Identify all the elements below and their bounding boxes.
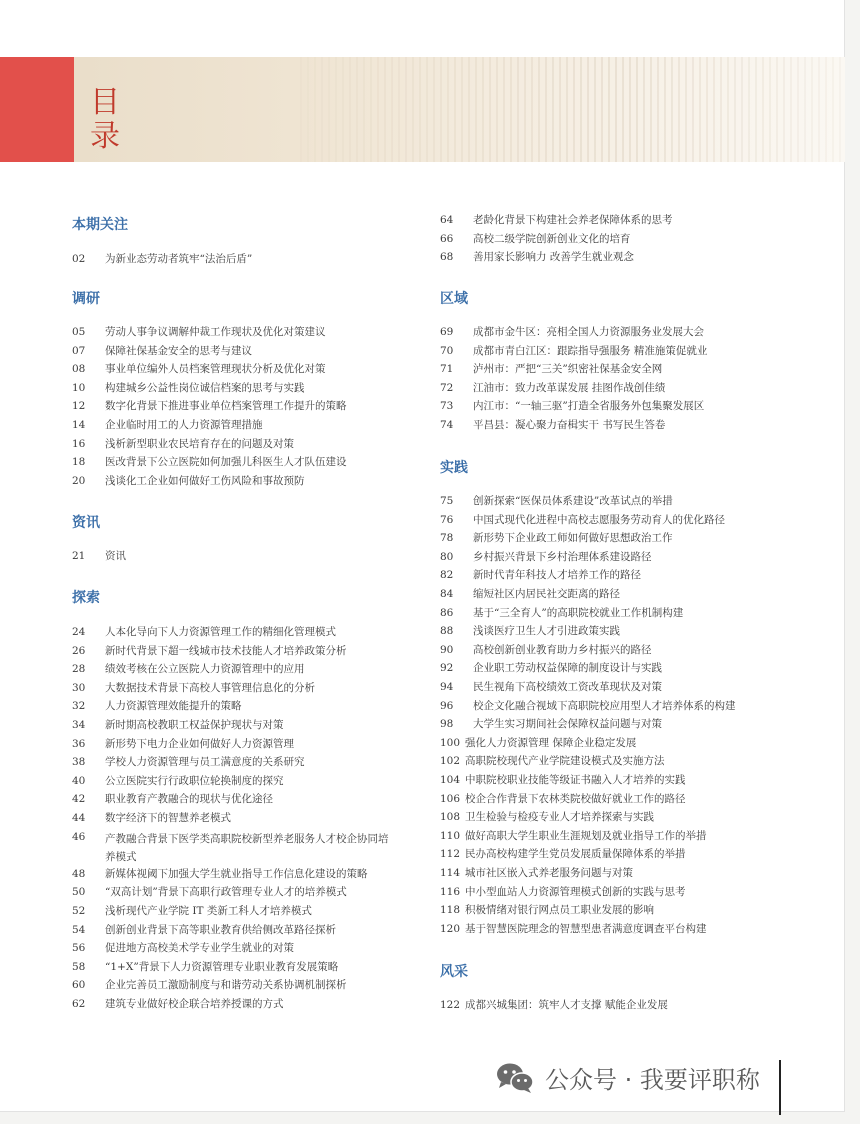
toc-entry[interactable] bbox=[72, 362, 326, 376]
toc-entry[interactable] bbox=[72, 325, 326, 339]
watermark-text: 公众号 · 我要评职称 bbox=[545, 1066, 760, 1094]
toc-entry[interactable] bbox=[72, 418, 263, 432]
toc-entry[interactable] bbox=[440, 903, 654, 917]
toc-entry[interactable] bbox=[440, 587, 620, 601]
toc-page-number: 94 bbox=[440, 681, 454, 693]
toc-entry[interactable] bbox=[440, 792, 686, 806]
toc-entry-title: 浅谈化工企业如何做好工伤风险和事故预防 bbox=[105, 474, 305, 487]
toc-entry-title: “双高计划”背景下高职行政管理专业人才的培养模式 bbox=[105, 886, 347, 899]
toc-entry[interactable] bbox=[440, 829, 707, 843]
toc-entry-title: 创新创业背景下高等职业教育供给侧改革路径探析 bbox=[105, 923, 336, 936]
toc-page-number: 48 bbox=[72, 867, 86, 880]
toc-entry-title: 保障社保基金安全的思考与建议 bbox=[105, 344, 252, 357]
section-heading: 本期关注 bbox=[72, 217, 128, 233]
toc-entry-title: 成都市青白江区：跟踪指导强服务 精准施策促就业 bbox=[473, 344, 708, 357]
toc-page-number: 110 bbox=[440, 829, 461, 842]
toc-entry-title: “1+X”背景下人力资源管理专业职业教育发展策略 bbox=[105, 960, 339, 973]
toc-entry[interactable] bbox=[440, 680, 662, 694]
toc-entry-title: 城市社区嵌入式养老服务问题与对策 bbox=[465, 867, 633, 879]
toc-page-number: 76 bbox=[440, 513, 454, 526]
toc-entry-title: 基于智慧医院理念的智慧型患者满意度调查平台构建 bbox=[465, 922, 707, 935]
toc-page-number: 112 bbox=[440, 848, 461, 861]
toc-entry[interactable] bbox=[440, 344, 707, 358]
toc-entry-title: 建筑专业做好校企联合培养授课的方式 bbox=[105, 998, 284, 1010]
toc-entry-title: 内江市：“一轴三驱”打造全省服务外包集聚发展区 bbox=[473, 400, 705, 413]
toc-entry[interactable] bbox=[440, 568, 641, 582]
toc-entry[interactable] bbox=[72, 344, 252, 358]
toc-page-number: 60 bbox=[72, 979, 86, 992]
toc-page-number: 116 bbox=[440, 885, 461, 898]
toc-entry-title: 事业单位编外人员档案管理现状分析及优化对策 bbox=[105, 363, 326, 376]
toc-entry[interactable] bbox=[440, 717, 662, 731]
toc-entry[interactable] bbox=[72, 885, 347, 899]
section-heading: 实践 bbox=[440, 460, 468, 476]
toc-page-number: 86 bbox=[440, 606, 454, 619]
toc-entry[interactable] bbox=[72, 681, 315, 695]
toc-page-number: 28 bbox=[72, 663, 86, 676]
toc-page-number: 44 bbox=[72, 812, 86, 824]
toc-entry-title: 职业教育产教融合的现状与优化途径 bbox=[105, 793, 273, 806]
toc-entry-title: 中国式现代化进程中高校志愿服务劳动育人的优化路径 bbox=[473, 513, 725, 526]
toc-page-number: 64 bbox=[440, 214, 454, 226]
toc-page-number: 69 bbox=[440, 326, 454, 338]
toc-entry[interactable] bbox=[440, 643, 652, 657]
toc-entry-title: 中职院校职业技能等级证书融入人才培养的实践 bbox=[465, 774, 686, 786]
toc-entry-title: 江油市：致力改革谋发展 挂图作战创佳绩 bbox=[473, 381, 666, 394]
toc-entry-title: 浅谈医疗卫生人才引进政策实践 bbox=[473, 625, 620, 638]
toc-entry-title: 人力资源管理效能提升的策略 bbox=[105, 700, 242, 713]
toc-entry[interactable] bbox=[440, 885, 686, 899]
toc-page-number: 70 bbox=[440, 344, 454, 357]
toc-page-number: 98 bbox=[440, 718, 454, 731]
toc-entry-title: 浅析现代产业学院 IT 类新工科人才培养模式 bbox=[105, 905, 312, 917]
toc-entry[interactable] bbox=[72, 437, 294, 451]
toc-entry[interactable] bbox=[72, 830, 391, 866]
toc-entry[interactable] bbox=[72, 699, 242, 713]
toc-entry[interactable] bbox=[440, 624, 620, 638]
toc-entry[interactable] bbox=[440, 922, 707, 936]
toc-entry-title: 卫生检验与检疫专业人才培养探索与实践 bbox=[465, 811, 654, 824]
toc-page-number: 26 bbox=[72, 644, 86, 657]
toc-entry-title: 老龄化背景下构建社会养老保障体系的思考 bbox=[473, 214, 673, 226]
toc-page-number: 120 bbox=[440, 922, 461, 935]
toc-entry-title: 校企合作背景下农林类院校做好就业工作的路径 bbox=[465, 792, 686, 805]
toc-page-number: 100 bbox=[440, 736, 461, 749]
toc-entry-title: 新时代青年科技人才培养工作的路径 bbox=[473, 569, 641, 582]
toc-entry-title: 劳动人事争议调解仲裁工作现状及优化对策建议 bbox=[105, 326, 326, 338]
toc-entry[interactable] bbox=[72, 941, 294, 955]
toc-entry[interactable] bbox=[440, 754, 665, 768]
toc-entry[interactable] bbox=[440, 418, 665, 432]
toc-page-number: 05 bbox=[72, 326, 86, 338]
toc-entry-title: 民生视角下高校绩效工资改革现状及对策 bbox=[473, 681, 662, 693]
toc-entry-title: 创新探索“医保员体系建设”改革试点的举措 bbox=[473, 495, 673, 507]
toc-page-number: 56 bbox=[72, 942, 86, 955]
toc-entry-title: 大数据技术背景下高校人事管理信息化的分析 bbox=[105, 681, 315, 694]
toc-page-number: 74 bbox=[440, 419, 454, 431]
toc-entry-title: 公立医院实行行政职位轮换制度的探究 bbox=[105, 774, 284, 787]
toc-page-number: 14 bbox=[72, 419, 86, 431]
toc-page-number: 108 bbox=[440, 811, 461, 824]
toc-page-number: 104 bbox=[440, 774, 461, 786]
toc-entry[interactable] bbox=[72, 662, 305, 676]
toc-page-number: 30 bbox=[72, 681, 86, 694]
toc-entry[interactable] bbox=[72, 399, 347, 413]
section-heading: 风采 bbox=[440, 964, 468, 980]
toc-entry[interactable] bbox=[72, 737, 294, 751]
toc-entry-title: 新时期高校教职工权益保护现状与对策 bbox=[105, 719, 284, 731]
toc-page-number: 42 bbox=[72, 793, 86, 806]
toc-page-number: 75 bbox=[440, 495, 454, 507]
toc-entry-title: 缩短社区内居民社交距离的路径 bbox=[473, 588, 620, 600]
section-heading: 探索 bbox=[72, 590, 100, 606]
toc-entry[interactable] bbox=[72, 978, 347, 992]
toc-entry[interactable] bbox=[72, 718, 284, 732]
toc-entry-title: 民办高校构建学生党员发展质量保障体系的举措 bbox=[465, 848, 686, 861]
toc-entry[interactable] bbox=[440, 661, 662, 675]
toc-page-number: 92 bbox=[440, 662, 454, 675]
toc-page-number: 10 bbox=[72, 381, 86, 394]
toc-entry-title: 泸州市：严把“三关”织密社保基金安全网 bbox=[473, 363, 663, 376]
toc-entry[interactable] bbox=[440, 399, 704, 413]
toc-entry[interactable] bbox=[72, 474, 305, 488]
watermark bbox=[495, 1060, 760, 1095]
toc-entry[interactable] bbox=[72, 997, 284, 1011]
toc-page-number: 36 bbox=[72, 737, 86, 750]
toc-entry-title: 新形势下企业政工师如何做好思想政治工作 bbox=[473, 532, 673, 545]
toc-entry[interactable] bbox=[440, 773, 686, 787]
toc-entry-title: 浅析新型职业农民培育存在的问题及对策 bbox=[105, 437, 294, 450]
toc-entry[interactable] bbox=[440, 998, 668, 1012]
toc-entry[interactable] bbox=[72, 252, 252, 266]
toc-page-number: 68 bbox=[440, 251, 454, 264]
toc-entry-title: 企业完善员工激励制度与和谐劳动关系协调机制探析 bbox=[105, 979, 347, 992]
toc-entry[interactable] bbox=[72, 644, 347, 658]
toc-entry-title: 乡村振兴背景下乡村治理体系建设路径 bbox=[473, 550, 652, 563]
toc-page-number: 73 bbox=[440, 400, 454, 413]
toc-page-number: 66 bbox=[440, 232, 454, 245]
toc-entry[interactable] bbox=[440, 531, 673, 545]
toc-entry[interactable] bbox=[440, 550, 652, 564]
toc-page-number: 71 bbox=[440, 363, 454, 376]
toc-entry-title: 强化人力资源管理 保障企业稳定发展 bbox=[465, 736, 637, 749]
toc-entry[interactable] bbox=[440, 810, 654, 824]
toc-page-number: 08 bbox=[72, 363, 86, 376]
toc-page-number: 38 bbox=[72, 756, 86, 769]
toc-page-number: 52 bbox=[72, 905, 86, 917]
toc-entry[interactable] bbox=[72, 960, 338, 974]
toc-page-number: 80 bbox=[440, 550, 454, 563]
toc-entry-title: 构建城乡公益性岗位诚信档案的思考与实践 bbox=[105, 381, 305, 394]
toc-entry[interactable] bbox=[440, 699, 736, 713]
toc-entry[interactable] bbox=[440, 325, 704, 339]
toc-page-number: 84 bbox=[440, 588, 454, 600]
toc-entry-title: 企业临时用工的人力资源管理措施 bbox=[105, 419, 263, 431]
toc-entry-title: 成都市金牛区：亮相全国人力资源服务业发展大会 bbox=[473, 326, 704, 338]
section-heading: 调研 bbox=[72, 291, 100, 307]
toc-entry[interactable] bbox=[440, 250, 634, 264]
toc-page-number: 50 bbox=[72, 886, 86, 899]
toc-entry-title: 医改背景下公立医院如何加强儿科医生人才队伍建设 bbox=[105, 456, 347, 469]
toc-entry[interactable] bbox=[440, 513, 725, 527]
toc-page-number: 20 bbox=[72, 474, 86, 487]
header-band bbox=[0, 57, 845, 162]
wechat-icon bbox=[495, 1061, 535, 1095]
toc-entry-title: 大学生实习期间社会保障权益问题与对策 bbox=[473, 718, 662, 731]
toc-entry-title: 促进地方高校美术学专业学生就业的对策 bbox=[105, 942, 294, 955]
section-heading: 资讯 bbox=[72, 515, 100, 531]
toc-page-number: 72 bbox=[440, 381, 454, 394]
toc-entry-title: 校企文化融合视域下高职院校应用型人才培养体系的构建 bbox=[473, 699, 736, 712]
toc-entry[interactable] bbox=[440, 381, 665, 395]
toc-entry-title: 中小型血站人力资源管理模式创新的实践与思考 bbox=[465, 885, 686, 898]
toc-entry-title: 为新业态劳动者筑牢“法治后盾” bbox=[105, 253, 253, 265]
toc-entry-title: 新媒体视阈下加强大学生就业指导工作信息化建设的策略 bbox=[105, 867, 368, 880]
toc-page-number: 96 bbox=[440, 699, 454, 712]
toc-page-number: 118 bbox=[440, 904, 461, 917]
header-red-block bbox=[0, 57, 74, 162]
toc-entry-title: 绩效考核在公立医院人力资源管理中的应用 bbox=[105, 663, 305, 676]
toc-page-number: 46 bbox=[72, 830, 86, 843]
toc-entry[interactable] bbox=[72, 625, 336, 639]
page-title-char: 目 bbox=[90, 85, 120, 120]
toc-entry[interactable] bbox=[72, 811, 231, 825]
toc-page-number: 58 bbox=[72, 960, 86, 973]
toc-entry-title: 新时代背景下超一线城市技术技能人才培养政策分析 bbox=[105, 644, 347, 657]
toc-entry[interactable] bbox=[72, 774, 284, 788]
toc-entry[interactable] bbox=[440, 362, 662, 376]
toc-entry[interactable] bbox=[72, 549, 126, 563]
toc-page-number: 90 bbox=[440, 643, 454, 656]
toc-page-number: 12 bbox=[72, 400, 86, 413]
toc-entry[interactable] bbox=[72, 455, 347, 469]
toc-entry[interactable] bbox=[440, 606, 683, 620]
toc-entry-title: 高校二级学院创新创业文化的培育 bbox=[473, 232, 631, 245]
toc-entry-title: 数字化背景下推进事业单位档案管理工作提升的策略 bbox=[105, 400, 347, 413]
toc-entry-title: 高校创新创业教育助力乡村振兴的路径 bbox=[473, 643, 652, 656]
toc-entry-title: 人本化导向下人力资源管理工作的精细化管理模式 bbox=[105, 626, 336, 638]
toc-entry-title: 数字经济下的智慧养老模式 bbox=[105, 812, 231, 824]
toc-page-number: 34 bbox=[72, 719, 86, 731]
toc-entry[interactable] bbox=[440, 213, 673, 227]
toc-entry-title: 新形势下电力企业如何做好人力资源管理 bbox=[105, 737, 294, 750]
toc-entry[interactable] bbox=[72, 755, 305, 769]
toc-page-number: 102 bbox=[440, 755, 461, 768]
toc-entry-title: 学校人力资源管理与员工满意度的关系研究 bbox=[105, 756, 305, 769]
toc-page-number: 54 bbox=[72, 923, 86, 936]
toc-page-number: 106 bbox=[440, 792, 461, 805]
toc-entry[interactable] bbox=[72, 867, 368, 881]
cursor-line bbox=[779, 1060, 781, 1115]
toc-page-number: 24 bbox=[72, 626, 86, 638]
toc-entry-title: 平昌县：凝心聚力奋楫实干 书写民生答卷 bbox=[473, 419, 666, 431]
toc-entry-title: 积极情绪对银行网点员工职业发展的影响 bbox=[465, 904, 654, 917]
toc-page-number: 02 bbox=[72, 253, 86, 265]
toc-entry[interactable] bbox=[72, 381, 305, 395]
toc-entry[interactable] bbox=[440, 494, 673, 508]
toc-entry[interactable] bbox=[440, 232, 631, 246]
toc-page-number: 18 bbox=[72, 456, 86, 469]
toc-page-number: 88 bbox=[440, 625, 454, 638]
toc-entry-title: 高职院校现代产业学院建设模式及实施方法 bbox=[465, 755, 665, 768]
toc-entry[interactable] bbox=[440, 736, 636, 750]
toc-page-number: 114 bbox=[440, 867, 461, 879]
toc-page-number: 78 bbox=[440, 532, 454, 545]
toc-page-number: 21 bbox=[72, 550, 86, 562]
toc-page-number: 16 bbox=[72, 437, 86, 450]
toc-page-number: 82 bbox=[440, 569, 454, 582]
page-title-char: 录 bbox=[90, 119, 120, 154]
toc-page-number: 07 bbox=[72, 344, 86, 357]
toc-page-number: 40 bbox=[72, 774, 86, 787]
toc-entry[interactable] bbox=[72, 904, 312, 918]
toc-page-number: 62 bbox=[72, 998, 86, 1010]
toc-entry-title: 基于“三全育人”的高职院校就业工作机制构建 bbox=[473, 606, 684, 619]
toc-entry[interactable] bbox=[440, 866, 633, 880]
toc-entry-title: 产教融合背景下医学类高职院校新型养老服务人才校企协同培养模式 bbox=[105, 832, 389, 863]
toc-entry-title: 善用家长影响力 改善学生就业观念 bbox=[473, 251, 634, 264]
toc-entry-title: 做好高职大学生职业生涯规划及就业指导工作的举措 bbox=[465, 829, 707, 842]
section-heading: 区域 bbox=[440, 291, 468, 307]
toc-page-number: 32 bbox=[72, 700, 86, 713]
toc-entry-title: 企业职工劳动权益保障的制度设计与实践 bbox=[473, 662, 662, 675]
toc-page-number: 122 bbox=[440, 999, 461, 1011]
toc-entry-title: 资讯 bbox=[105, 550, 126, 562]
toc-entry-title: 成都兴城集团：筑牢人才支撑 赋能企业发展 bbox=[465, 999, 668, 1011]
toc-entry[interactable] bbox=[72, 792, 273, 806]
toc-entry[interactable] bbox=[440, 847, 686, 861]
toc-entry[interactable] bbox=[72, 923, 336, 937]
